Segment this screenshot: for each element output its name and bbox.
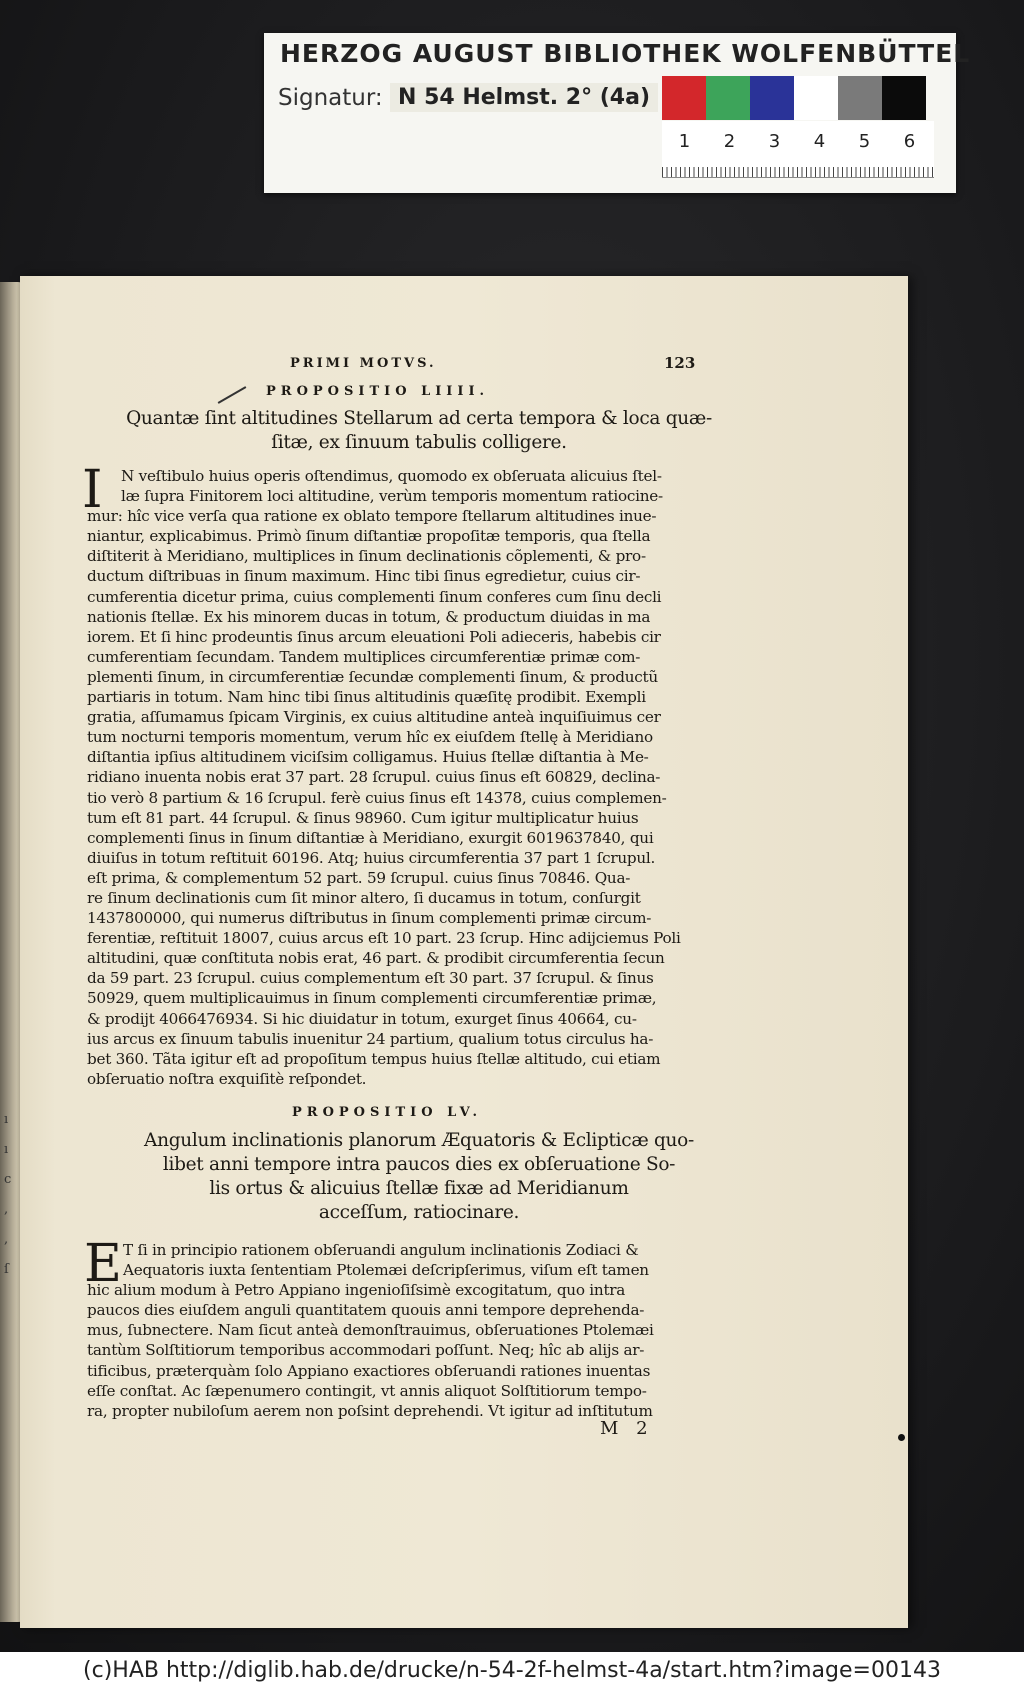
- color-swatch: [750, 76, 794, 120]
- text-line: paucos dies eiuſdem anguli quantitatem quouis anni tempore deprehenda-: [87, 1301, 645, 1320]
- text-line: gratia, aſſumamus ſpicam Virginis, ex cuius altitudine anteà inquiſiuimus cer: [87, 708, 661, 727]
- signatur-label: Signatur:: [278, 85, 383, 111]
- text-line: eſſe conſtat. Ac ſæpenumero contingit, vt annis aliquot Solſtitiorum tempo-: [87, 1381, 647, 1400]
- signature-mark: M 2: [600, 1418, 654, 1439]
- text-line: nationis ſtellæ. Ex his minorem ducas in totum, & productum diuidas in ma: [87, 607, 651, 626]
- color-swatch: [794, 76, 838, 120]
- ruler-number: 5: [858, 131, 871, 152]
- proposition-heading-line: Angulum inclinationis planorum Æquatoris & Eclipticæ quo-: [144, 1130, 694, 1151]
- text-line: ferentiæ, reſtituit 18007, cuius arcus eſt 10 part. 23 ſcrup. Hinc adijciemus Poli: [87, 929, 681, 948]
- text-line: tificibus, præterquàm ſolo Appiano exactiores obſeruandi rationes inuentas: [87, 1361, 651, 1380]
- text-line: tio verò 8 partium & 16 ſcrupul. ferè cuius ſinus eſt 14378, cuius complemen-: [87, 788, 667, 807]
- ruler-number: 3: [768, 131, 781, 152]
- proposition-body: [87, 1240, 723, 1421]
- text-line: & prodijt 4066476934. Si hic diuidatur in totum, exurget ſinus 40664, cu-: [87, 1009, 637, 1028]
- margin-mark: ı: [4, 1112, 9, 1127]
- margin-mark: c: [4, 1172, 12, 1187]
- text-line: mus, ſubnectere. Nam ſicut anteà demonſtrauimus, obſeruationes Ptolemæi: [87, 1321, 654, 1340]
- ruler-number: 1: [678, 131, 691, 152]
- text-line: diſtantia ipſius altitudinem viciſsim colligamus. Huius ſtellæ diſtantia à Me-: [87, 748, 649, 767]
- proposition-label: PROPOSITIO LV.: [292, 1105, 483, 1120]
- text-line: Aequatoris iuxta ſententiam Ptolemæi deſcripſerimus, viſum eſt tamen: [123, 1261, 649, 1280]
- source-url: (c)HAB http://diglib.hab.de/drucke/n-54-2f-helmst-4a/start.htm?image=00143: [83, 1658, 941, 1683]
- ruler-number: 4: [813, 131, 826, 152]
- margin-mark: ſ: [4, 1262, 9, 1277]
- text-line: obſeruatio noſtra exquiſitè reſpondet.: [87, 1069, 367, 1088]
- proposition-heading-line: ſitæ, ex ſinuum tabulis colligere.: [271, 432, 567, 453]
- margin-mark: ,: [4, 1202, 9, 1217]
- text-line: ius arcus ex ſinuum tabulis inuenitur 24 partium, qualium totus circulus ha-: [87, 1029, 654, 1048]
- paper-speck: [898, 1434, 905, 1441]
- text-line: 50929, quem multiplicauimus in ſinum complementi circumferentiæ primæ,: [87, 989, 657, 1008]
- page-number: 123: [664, 354, 696, 372]
- book-page: [20, 276, 908, 1628]
- text-line: ridiano inuenta nobis erat 37 part. 28 ſcrupul. cuius ſinus eſt 60829, declina-: [87, 768, 661, 787]
- proposition-body: [87, 466, 723, 1089]
- scale-ruler: [662, 121, 934, 178]
- drop-capital: I: [82, 460, 103, 520]
- ruler-number: 6: [903, 131, 916, 152]
- text-line: læ ſupra Finitorem loci altitudine, verùm temporis momentum ratiocine-: [121, 487, 663, 506]
- text-line: diſtiterit à Meridiano, multiplices in ſinum declinationis cõplementi, & pro-: [87, 547, 646, 566]
- drop-capital: E: [84, 1234, 122, 1294]
- color-swatch: [706, 76, 750, 120]
- color-calibration-bar: [662, 76, 926, 120]
- margin-mark: ı: [4, 1142, 9, 1157]
- text-line: T ſi in principio rationem obſeruandi angulum inclinationis Zodiaci &: [123, 1241, 639, 1259]
- ink-mark: [218, 386, 247, 404]
- text-line: mur: hîc vice verſa qua ratione ex oblato tempore ſtellarum altitudines inue-: [87, 507, 657, 526]
- library-name: HERZOG AUGUST BIBLIOTHEK WOLFENBÜTTEL: [280, 39, 971, 68]
- text-line: partiaris in totum. Nam hinc tibi ſinus altitudinis quæſitę prodibit. Exempli: [87, 688, 646, 707]
- color-swatch: [838, 76, 882, 120]
- proposition-heading-line: acceſſum, ratiocinare.: [318, 1202, 520, 1223]
- signatur-value: N 54 Helmst. 2° (4a): [390, 83, 658, 112]
- proposition-heading-line: libet anni tempore intra paucos dies ex obſeruatione So-: [162, 1154, 676, 1175]
- text-line: N veſtibulo huius operis oſtendimus, quomodo ex obſeruata alicuius ſtel-: [121, 467, 662, 485]
- text-line: da 59 part. 23 ſcrupul. cuius complementum eſt 30 part. 37 ſcrupul. & ſinus: [87, 969, 654, 988]
- text-line: 1437800000, qui numerus diſtributus in ſinum complementi primæ circum-: [87, 909, 652, 928]
- running-head: PRIMI MOTVS.: [290, 356, 437, 371]
- proposition-heading-line: Quantæ ſint altitudines Stellarum ad certa tempora & loca quæ-: [126, 408, 712, 429]
- text-line: altitudini, quæ conſtituta nobis erat, 46 part. & prodibit circumferentia ſecun: [87, 949, 665, 968]
- text-line: cumferentiam ſecundam. Tandem multiplices circumferentiæ primæ com-: [87, 647, 641, 666]
- text-line: eſt prima, & complementum 52 part. 59 ſcrupul. cuius ſinus 70846. Qua-: [87, 868, 631, 887]
- text-line: hic alium modum à Petro Appiano ingenioſiſsimè excogitatum, quo intra: [87, 1281, 626, 1300]
- text-line: diuiſus in totum reſtituit 60196. Atq; huius circumferentia 37 part 1 ſcrupul.: [87, 848, 656, 867]
- proposition-heading-line: lis ortus & alicuius ſtellæ fixæ ad Meridianum: [209, 1178, 629, 1199]
- text-line: ductum diſtribuas in ſinum maximum. Hinc tibi ſinus egredietur, cuius cir-: [87, 567, 641, 586]
- color-swatch: [882, 76, 926, 120]
- text-line: tum eſt 81 part. 44 ſcrupul. & ſinus 98960. Cum igitur multiplicatur huius: [87, 808, 639, 827]
- library-card: [264, 33, 971, 193]
- text-line: iorem. Et ſi hinc prodeuntis ſinus arcum eleuationi Poli adieceris, habebis cir: [87, 627, 661, 646]
- proposition-label: PROPOSITIO LIIII.: [266, 384, 490, 399]
- text-line: niantur, explicabimus. Primò ſinum diſtantiæ propoſitæ temporis, qua ſtella: [87, 527, 651, 546]
- ruler-number: 2: [723, 131, 736, 152]
- text-line: tantùm Solſtitiorum temporibus accommodari poſſunt. Neq; hîc ab alijs ar-: [87, 1341, 645, 1360]
- text-line: plementi ſinum, in circumferentiæ ſecundæ complementi ſinum, & productũ: [87, 667, 658, 686]
- margin-mark: ,: [4, 1232, 9, 1247]
- text-line: ra, propter nubiloſum aerem non poſsint deprehendi. Vt igitur ad inſtitutum: [87, 1401, 653, 1420]
- copyright-footer: [0, 1652, 1024, 1694]
- text-line: re ſinum declinationis cum ſit minor altero, ſi ducamus in totum, conſurgit: [87, 888, 641, 907]
- color-swatch: [662, 76, 706, 120]
- text-line: cumferentia dicetur prima, cuius complementi ſinum conferes cum ſinu decli: [87, 587, 662, 606]
- text-line: tum nocturni temporis momentum, verum hîc ex eiuſdem ſtellę à Meridiano: [87, 728, 653, 747]
- text-line: bet 360. Tãta igitur eſt ad propoſitum tempus huius ſtellæ altitudo, cui etiam: [87, 1049, 661, 1068]
- text-line: complementi ſinus in ſinum diſtantiæ à Meridiano, exurgit 6019637840, qui: [87, 828, 654, 847]
